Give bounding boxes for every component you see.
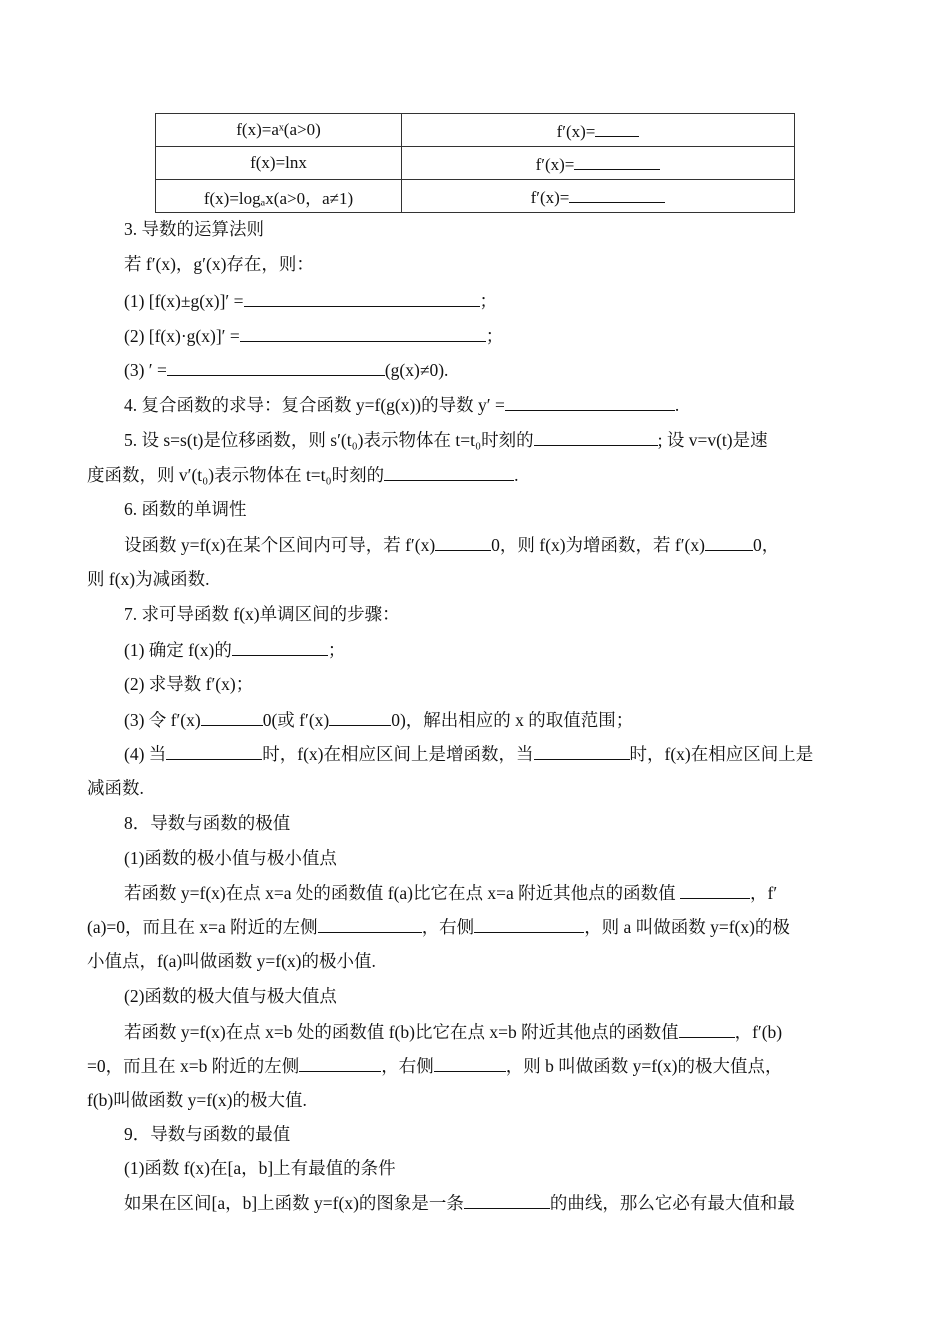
section-9-heading: 9．导数与函数的最值 [124,1124,291,1144]
section-6-line-2: 则 f(x)为减函数. [87,569,210,589]
table-cell-function: f(x)=logₐx(a>0，a≠1) [156,180,402,213]
table-row [156,180,795,213]
table-cell-function: f(x)=lnx [156,147,402,180]
section-5-line-1: 5. 设 s=s(t)是位移函数，则 s′(t₀)表示物体在 t=t₀时刻的 ; 设 v=v(t)是速 [124,427,768,452]
step-4-line-1: (4) 当 时，f(x)在相应区间上是增函数，当 时，f(x)在相应区间上是 [124,741,813,766]
section-8-sub-1: (1)函数的极小值与极小值点 [124,848,337,868]
section-8-p1-line-2: (a)=0，而且在 x=a 附近的左侧 ，右侧 ，则 a 叫做函数 y=f(x)的极 [87,914,790,939]
section-5-line-2: 度函数，则 v′(t₀)表示物体在 t=t₀时刻的 . [87,462,519,487]
section-8-p2-line-3: f(b)叫做函数 y=f(x)的极大值. [87,1090,307,1110]
rule-1: (1) [f(x)±g(x)]′ = ； [124,288,497,313]
rule-2: (2) [f(x)·g(x)]′ = ； [124,323,503,348]
section-8-heading: 8．导数与函数的极值 [124,813,291,833]
section-8-p1-line-1: 若函数 y=f(x)在点 x=a 处的函数值 f(a)比它在点 x=a 附近其他点的函数值 ，f′ [124,880,777,905]
section-4: 4. 复合函数的求导：复合函数 y=f(g(x))的导数 y′ = . [124,392,679,417]
section-9-p1-line-1: 如果在区间[a，b]上函数 y=f(x)的图象是一条 的曲线，那么它必有最大值和最 [124,1190,795,1215]
section-7-heading: 7. 求可导函数 f(x)单调区间的步骤： [124,604,400,624]
section-8-p1-line-3: 小值点，f(a)叫做函数 y=f(x)的极小值. [87,951,376,971]
step-2: (2) 求导数 f′(x)； [124,674,254,694]
rule-3: (3) ′ = (g(x)≠0). [124,357,448,382]
table-row [156,114,795,147]
section-6-heading: 6. 函数的单调性 [124,499,247,519]
table-cell-function: f(x)=aˣ(a>0) [156,114,402,147]
table-row [156,147,795,180]
step-1: (1) 确定 f(x)的 ； [124,637,345,662]
section-8-p2-line-2: =0，而且在 x=b 附近的左侧 ，右侧 ，则 b 叫做函数 y=f(x)的极大值点， [87,1053,782,1078]
section-8-p2-line-1: 若函数 y=f(x)在点 x=b 处的函数值 f(b)比它在点 x=b 附近其他点的函数值 ，f′(b) [124,1019,782,1044]
section-3-heading: 3. 导数的运算法则 [124,219,264,239]
section-3-intro: 若 f′(x)，g′(x)存在，则： [124,254,314,274]
section-9-sub-1: (1)函数 f(x)在[a，b]上有最值的条件 [124,1158,396,1178]
table-cell-derivative: f′(x)= [402,114,795,147]
table-cell-derivative: f′(x)= [402,147,795,180]
section-8-sub-2: (2)函数的极大值与极大值点 [124,986,337,1006]
derivative-table [155,113,795,213]
section-6-line-1: 设函数 y=f(x)在某个区间内可导，若 f′(x) 0，则 f(x)为增函数，若 f′(x) 0， [124,532,779,557]
step-4-line-2: 减函数. [87,778,144,798]
table-cell-derivative: f′(x)= [402,180,795,213]
step-3: (3) 令 f′(x) 0(或 f′(x) 0)，解出相应的 x 的取值范围； [124,707,633,732]
